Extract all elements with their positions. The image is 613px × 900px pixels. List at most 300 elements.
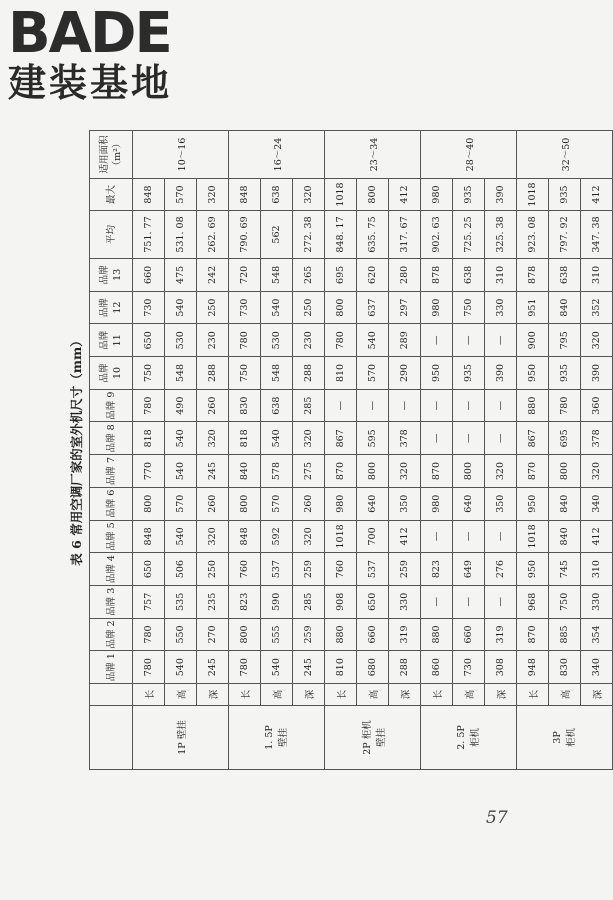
brand-header-text: 品牌 1 bbox=[105, 653, 117, 682]
brand-value-cell: 235 bbox=[197, 585, 229, 618]
brand-value-cell: 354 bbox=[581, 618, 613, 651]
brand-value-cell: 860 bbox=[421, 651, 453, 684]
table-row bbox=[581, 131, 613, 770]
brand-value-cell: 637 bbox=[357, 291, 389, 324]
rotated-table-block bbox=[65, 130, 604, 770]
average-cell: 797. 92 bbox=[549, 211, 581, 259]
brand-value-cell: 900 bbox=[517, 324, 549, 357]
table-row bbox=[165, 131, 197, 770]
brand-value-cell: 555 bbox=[261, 618, 293, 651]
area-cell: 28～40 bbox=[421, 131, 517, 179]
average-cell: 317. 67 bbox=[389, 211, 421, 259]
brand-header-text: 品牌 bbox=[99, 363, 110, 383]
brand-value-cell: 259 bbox=[293, 553, 325, 586]
brand-header-text: 品牌 bbox=[99, 298, 110, 318]
brand-value-cell: 730 bbox=[133, 291, 165, 324]
max-cell: 800 bbox=[357, 179, 389, 211]
brand-value-cell: 870 bbox=[517, 455, 549, 488]
brand-value-cell: 310 bbox=[581, 259, 613, 292]
brand-value-cell: 948 bbox=[517, 651, 549, 684]
brand-value-cell: 320 bbox=[197, 520, 229, 553]
max-cell: 980 bbox=[421, 179, 453, 211]
max-cell: 1018 bbox=[325, 179, 357, 211]
brand-header bbox=[90, 455, 133, 488]
average-cell: 347. 38 bbox=[581, 211, 613, 259]
table-row bbox=[517, 131, 549, 770]
brand-value-cell: 320 bbox=[389, 455, 421, 488]
brand-value-cell: 720 bbox=[229, 259, 261, 292]
unit-type-label: 壁挂 bbox=[375, 728, 387, 748]
table-row bbox=[549, 131, 581, 770]
brand-value-cell: 540 bbox=[357, 324, 389, 357]
dimension-cell: 深 bbox=[197, 684, 229, 706]
brand-value-cell: — bbox=[421, 585, 453, 618]
brand-value-cell: 745 bbox=[549, 553, 581, 586]
brand-value-cell: 390 bbox=[485, 357, 517, 390]
table-row bbox=[389, 131, 421, 770]
brand-header-text: 品牌 bbox=[99, 265, 110, 285]
brand-header bbox=[90, 553, 133, 586]
brand-value-cell: 878 bbox=[517, 259, 549, 292]
brand-value-cell: 935 bbox=[549, 357, 581, 390]
area-cell: 32～50 bbox=[517, 131, 613, 179]
brand-header-text: 品牌 bbox=[99, 330, 110, 350]
brand-value-cell: 885 bbox=[549, 618, 581, 651]
header-group-cell bbox=[90, 706, 133, 770]
brand-value-cell: 540 bbox=[165, 455, 197, 488]
brand-header bbox=[90, 389, 133, 422]
brand-value-cell: 840 bbox=[549, 291, 581, 324]
brand-value-cell: 880 bbox=[517, 389, 549, 422]
brand-value-cell: 290 bbox=[389, 357, 421, 390]
brand-value-cell: 950 bbox=[517, 357, 549, 390]
brand-value-cell: 590 bbox=[261, 585, 293, 618]
max-cell: 848 bbox=[133, 179, 165, 211]
brand-value-cell: 320 bbox=[581, 324, 613, 357]
brand-value-cell: 245 bbox=[197, 651, 229, 684]
brand-value-cell: 592 bbox=[261, 520, 293, 553]
brand-value-cell: 260 bbox=[197, 487, 229, 520]
average-cell: 923. 08 bbox=[517, 211, 549, 259]
max-cell: 638 bbox=[261, 179, 293, 211]
brand-value-cell: 378 bbox=[581, 422, 613, 455]
unit-type-label: 1P 壁挂 bbox=[176, 720, 188, 755]
brand-value-cell: 980 bbox=[325, 487, 357, 520]
brand-value-cell: — bbox=[485, 389, 517, 422]
brand-value-cell: 800 bbox=[357, 455, 389, 488]
brand-value-cell: 275 bbox=[293, 455, 325, 488]
brand-value-cell: 270 bbox=[197, 618, 229, 651]
brand-value-cell: 660 bbox=[453, 618, 485, 651]
dimension-cell: 高 bbox=[261, 684, 293, 706]
brand-value-cell: 320 bbox=[293, 422, 325, 455]
brand-value-cell: — bbox=[453, 324, 485, 357]
brand-value-cell: — bbox=[421, 422, 453, 455]
brand-value-cell: 650 bbox=[133, 324, 165, 357]
brand-value-cell: 310 bbox=[581, 553, 613, 586]
brand-value-cell: 840 bbox=[229, 455, 261, 488]
brand-value-cell: 810 bbox=[325, 651, 357, 684]
brand-value-cell: 530 bbox=[261, 324, 293, 357]
dimension-cell: 深 bbox=[581, 684, 613, 706]
brand-value-cell: 320 bbox=[485, 455, 517, 488]
brand-value-cell: 780 bbox=[133, 651, 165, 684]
brand-value-cell: — bbox=[453, 389, 485, 422]
brand-value-cell: 276 bbox=[485, 553, 517, 586]
brand-value-cell: 823 bbox=[421, 553, 453, 586]
brand-value-cell: 250 bbox=[197, 291, 229, 324]
brand-value-cell: 350 bbox=[485, 487, 517, 520]
dimension-cell: 深 bbox=[293, 684, 325, 706]
table-row bbox=[485, 131, 517, 770]
brand-value-cell: 880 bbox=[325, 618, 357, 651]
dimension-cell: 长 bbox=[517, 684, 549, 706]
brand-value-cell: 870 bbox=[517, 618, 549, 651]
table-row bbox=[133, 131, 165, 770]
table-row bbox=[357, 131, 389, 770]
brand-value-cell: 770 bbox=[133, 455, 165, 488]
unit-type-label: 柜机 bbox=[470, 728, 481, 748]
brand-value-cell: 570 bbox=[165, 487, 197, 520]
brand-value-cell: 660 bbox=[133, 259, 165, 292]
table-row bbox=[421, 131, 453, 770]
brand-value-cell: 650 bbox=[133, 553, 165, 586]
brand-value-cell: 935 bbox=[453, 357, 485, 390]
table-row bbox=[261, 131, 293, 770]
brand-header-text: 11 bbox=[112, 334, 123, 347]
table-row bbox=[453, 131, 485, 770]
table-row bbox=[325, 131, 357, 770]
brand-value-cell: 848 bbox=[133, 520, 165, 553]
unit-type-label: 壁挂 bbox=[278, 728, 289, 748]
brand-value-cell: 800 bbox=[325, 291, 357, 324]
brand-value-cell: — bbox=[421, 520, 453, 553]
brand-value-cell: 310 bbox=[485, 259, 517, 292]
brand-value-cell: 475 bbox=[165, 259, 197, 292]
brand-value-cell: 595 bbox=[357, 422, 389, 455]
unit-type-cell bbox=[517, 706, 613, 770]
brand-value-cell: 650 bbox=[357, 585, 389, 618]
brand-value-cell: 537 bbox=[357, 553, 389, 586]
dimension-cell: 长 bbox=[421, 684, 453, 706]
brand-value-cell: 840 bbox=[549, 520, 581, 553]
brand-value-cell: 340 bbox=[581, 487, 613, 520]
brand-value-cell: 548 bbox=[261, 259, 293, 292]
brand-value-cell: 412 bbox=[581, 520, 613, 553]
brand-value-cell: 640 bbox=[357, 487, 389, 520]
brand-value-cell: 870 bbox=[421, 455, 453, 488]
brand-value-cell: 540 bbox=[261, 651, 293, 684]
average-header: 平均 bbox=[90, 211, 133, 259]
brand-value-cell: 880 bbox=[421, 618, 453, 651]
brand-value-cell: 330 bbox=[389, 585, 421, 618]
brand-header-text: 品牌 5 bbox=[105, 522, 117, 551]
dimension-cell: 长 bbox=[325, 684, 357, 706]
table-title: 表 6 常用空调厂家的室外机尺寸（mm） bbox=[69, 334, 84, 566]
brand-value-cell: 280 bbox=[389, 259, 421, 292]
average-cell: 848. 17 bbox=[325, 211, 357, 259]
area-cell: 23～34 bbox=[325, 131, 421, 179]
brand-value-cell: 540 bbox=[165, 422, 197, 455]
brand-value-cell: 259 bbox=[293, 618, 325, 651]
average-cell: 562 bbox=[261, 211, 293, 259]
brand-value-cell: 823 bbox=[229, 585, 261, 618]
unit-type-label: 柜机 bbox=[566, 728, 577, 748]
brand-header bbox=[90, 487, 133, 520]
brand-value-cell: 878 bbox=[421, 259, 453, 292]
max-header: 最大 bbox=[90, 179, 133, 211]
brand-value-cell: 640 bbox=[453, 487, 485, 520]
brand-header-text: 品牌 4 bbox=[105, 555, 117, 584]
brand-value-cell: 950 bbox=[421, 357, 453, 390]
brand-value-cell: 540 bbox=[165, 291, 197, 324]
average-cell: 725. 25 bbox=[453, 211, 485, 259]
average-cell: 531. 08 bbox=[165, 211, 197, 259]
brand-value-cell: 537 bbox=[261, 553, 293, 586]
brand-value-cell: — bbox=[453, 585, 485, 618]
brand-value-cell: 800 bbox=[229, 618, 261, 651]
page-number: 57 bbox=[486, 808, 508, 828]
brand-value-cell: 800 bbox=[453, 455, 485, 488]
brand-value-cell: — bbox=[357, 389, 389, 422]
brand-value-cell: 1018 bbox=[325, 520, 357, 553]
brand-value-cell: 530 bbox=[165, 324, 197, 357]
brand-value-cell: 319 bbox=[485, 618, 517, 651]
unit-type-cell bbox=[325, 706, 421, 770]
brand-value-cell: 285 bbox=[293, 389, 325, 422]
table-row bbox=[229, 131, 261, 770]
brand-value-cell: 540 bbox=[261, 291, 293, 324]
unit-type-label: 2P 柜机 bbox=[361, 720, 373, 755]
brand-value-cell: 540 bbox=[261, 422, 293, 455]
brand-value-cell: 330 bbox=[581, 585, 613, 618]
header-row bbox=[90, 131, 133, 770]
brand-value-cell: 780 bbox=[133, 389, 165, 422]
brand-value-cell: 680 bbox=[357, 651, 389, 684]
brand-value-cell: 319 bbox=[389, 618, 421, 651]
brand-value-cell: 242 bbox=[197, 259, 229, 292]
brand-value-cell: 780 bbox=[549, 389, 581, 422]
brand-value-cell: 750 bbox=[133, 357, 165, 390]
brand-value-cell: 1018 bbox=[517, 520, 549, 553]
brand-value-cell: 830 bbox=[549, 651, 581, 684]
brand-value-cell: 638 bbox=[549, 259, 581, 292]
max-cell: 935 bbox=[549, 179, 581, 211]
bade-logo bbox=[8, 1, 178, 105]
average-cell: 635. 75 bbox=[357, 211, 389, 259]
brand-value-cell: 288 bbox=[389, 651, 421, 684]
brand-value-cell: 535 bbox=[165, 585, 197, 618]
brand-header bbox=[90, 651, 133, 684]
unit-type-label: 3P bbox=[552, 731, 563, 744]
brand-header bbox=[90, 618, 133, 651]
brand-value-cell: — bbox=[421, 389, 453, 422]
brand-value-cell: 848 bbox=[229, 520, 261, 553]
brand-value-cell: 259 bbox=[389, 553, 421, 586]
brand-value-cell: 230 bbox=[197, 324, 229, 357]
brand-value-cell: 390 bbox=[581, 357, 613, 390]
brand-value-cell: 570 bbox=[357, 357, 389, 390]
brand-value-cell: 730 bbox=[453, 651, 485, 684]
brand-header bbox=[90, 324, 133, 357]
dimension-cell: 高 bbox=[453, 684, 485, 706]
logo-mark: BADE bbox=[8, 1, 171, 66]
brand-value-cell: 700 bbox=[357, 520, 389, 553]
brand-value-cell: 548 bbox=[261, 357, 293, 390]
brand-value-cell: 830 bbox=[229, 389, 261, 422]
dimension-cell: 深 bbox=[389, 684, 421, 706]
brand-value-cell: 297 bbox=[389, 291, 421, 324]
brand-value-cell: 360 bbox=[581, 389, 613, 422]
average-cell: 751. 77 bbox=[133, 211, 165, 259]
brand-value-cell: 245 bbox=[197, 455, 229, 488]
brand-value-cell: 810 bbox=[325, 357, 357, 390]
brand-value-cell: 245 bbox=[293, 651, 325, 684]
brand-value-cell: 750 bbox=[453, 291, 485, 324]
area-header-text: 适用面积 bbox=[99, 135, 110, 174]
brand-value-cell: 780 bbox=[229, 651, 261, 684]
brand-value-cell: 750 bbox=[549, 585, 581, 618]
brand-header bbox=[90, 291, 133, 324]
brand-value-cell: 695 bbox=[549, 422, 581, 455]
unit-type-label: 1. 5P bbox=[264, 725, 275, 750]
brand-header-text: 品牌 7 bbox=[105, 457, 117, 486]
logo-subtitle: 建装基地 bbox=[8, 61, 173, 105]
brand-header-text: 品牌 2 bbox=[105, 620, 117, 649]
brand-value-cell: 265 bbox=[293, 259, 325, 292]
brand-value-cell: — bbox=[453, 520, 485, 553]
brand-value-cell: 950 bbox=[517, 553, 549, 586]
average-cell: 262. 69 bbox=[197, 211, 229, 259]
max-cell: 390 bbox=[485, 179, 517, 211]
brand-value-cell: 695 bbox=[325, 259, 357, 292]
brand-value-cell: 412 bbox=[389, 520, 421, 553]
brand-value-cell: 490 bbox=[165, 389, 197, 422]
brand-value-cell: 350 bbox=[389, 487, 421, 520]
brand-value-cell: 308 bbox=[485, 651, 517, 684]
brand-value-cell: 550 bbox=[165, 618, 197, 651]
brand-header bbox=[90, 520, 133, 553]
dimension-cell: 高 bbox=[549, 684, 581, 706]
brand-value-cell: 540 bbox=[165, 520, 197, 553]
brand-value-cell: 649 bbox=[453, 553, 485, 586]
brand-header bbox=[90, 357, 133, 390]
brand-value-cell: 951 bbox=[517, 291, 549, 324]
brand-value-cell: 660 bbox=[357, 618, 389, 651]
dimension-cell: 长 bbox=[229, 684, 261, 706]
brand-value-cell: 750 bbox=[229, 357, 261, 390]
table-row bbox=[197, 131, 229, 770]
max-cell: 935 bbox=[453, 179, 485, 211]
dimension-cell: 高 bbox=[165, 684, 197, 706]
max-cell: 320 bbox=[293, 179, 325, 211]
brand-value-cell: 818 bbox=[133, 422, 165, 455]
area-cell: 10～16 bbox=[133, 131, 229, 179]
brand-value-cell: 230 bbox=[293, 324, 325, 357]
unit-type-cell bbox=[133, 706, 229, 770]
brand-value-cell: 870 bbox=[325, 455, 357, 488]
brand-value-cell: 378 bbox=[389, 422, 421, 455]
brand-value-cell: 320 bbox=[293, 520, 325, 553]
dimension-cell: 高 bbox=[357, 684, 389, 706]
brand-header-text: 品牌 8 bbox=[105, 424, 117, 453]
table-row bbox=[293, 131, 325, 770]
brand-value-cell: 638 bbox=[453, 259, 485, 292]
brand-header-text: 12 bbox=[112, 301, 123, 314]
brand-value-cell: 540 bbox=[165, 651, 197, 684]
brand-value-cell: 760 bbox=[229, 553, 261, 586]
brand-value-cell: 320 bbox=[581, 455, 613, 488]
brand-value-cell: 506 bbox=[165, 553, 197, 586]
area-header-text: （m²） bbox=[112, 138, 123, 171]
brand-value-cell: 578 bbox=[261, 455, 293, 488]
brand-value-cell: 780 bbox=[133, 618, 165, 651]
outdoor-unit-size-table bbox=[89, 130, 613, 770]
average-cell: 902. 63 bbox=[421, 211, 453, 259]
brand-value-cell: 260 bbox=[293, 487, 325, 520]
brand-value-cell: 980 bbox=[421, 291, 453, 324]
brand-value-cell: — bbox=[421, 324, 453, 357]
brand-value-cell: — bbox=[453, 422, 485, 455]
brand-value-cell: 620 bbox=[357, 259, 389, 292]
brand-value-cell: — bbox=[485, 422, 517, 455]
brand-value-cell: 288 bbox=[293, 357, 325, 390]
brand-value-cell: 340 bbox=[581, 651, 613, 684]
max-cell: 412 bbox=[389, 179, 421, 211]
unit-type-cell bbox=[229, 706, 325, 770]
brand-value-cell: 780 bbox=[229, 324, 261, 357]
brand-header-text: 品牌 3 bbox=[105, 587, 117, 616]
brand-value-cell: — bbox=[485, 520, 517, 553]
brand-value-cell: 638 bbox=[261, 389, 293, 422]
brand-header bbox=[90, 259, 133, 292]
brand-value-cell: — bbox=[485, 585, 517, 618]
brand-header-text: 13 bbox=[112, 268, 123, 281]
brand-value-cell: 352 bbox=[581, 291, 613, 324]
max-cell: 570 bbox=[165, 179, 197, 211]
average-cell: 790. 69 bbox=[229, 211, 261, 259]
area-cell: 16～24 bbox=[229, 131, 325, 179]
max-cell: 320 bbox=[197, 179, 229, 211]
brand-value-cell: 800 bbox=[549, 455, 581, 488]
brand-header bbox=[90, 422, 133, 455]
brand-value-cell: — bbox=[325, 389, 357, 422]
brand-value-cell: 980 bbox=[421, 487, 453, 520]
brand-value-cell: 260 bbox=[197, 389, 229, 422]
brand-value-cell: 867 bbox=[325, 422, 357, 455]
max-cell: 848 bbox=[229, 179, 261, 211]
brand-value-cell: 867 bbox=[517, 422, 549, 455]
brand-value-cell: 250 bbox=[197, 553, 229, 586]
brand-header bbox=[90, 585, 133, 618]
brand-value-cell: 289 bbox=[389, 324, 421, 357]
brand-value-cell: — bbox=[389, 389, 421, 422]
brand-value-cell: 330 bbox=[485, 291, 517, 324]
brand-value-cell: 548 bbox=[165, 357, 197, 390]
average-cell: 325. 38 bbox=[485, 211, 517, 259]
brand-value-cell: 320 bbox=[197, 422, 229, 455]
dimension-cell: 长 bbox=[133, 684, 165, 706]
header-dim-cell bbox=[90, 684, 133, 706]
brand-value-cell: 780 bbox=[325, 324, 357, 357]
brand-header-text: 10 bbox=[112, 366, 123, 380]
average-cell: 272. 38 bbox=[293, 211, 325, 259]
max-cell: 1018 bbox=[517, 179, 549, 211]
brand-value-cell: 288 bbox=[197, 357, 229, 390]
brand-value-cell: 800 bbox=[229, 487, 261, 520]
brand-value-cell: 757 bbox=[133, 585, 165, 618]
unit-type-label: 2. 5P bbox=[456, 725, 467, 750]
